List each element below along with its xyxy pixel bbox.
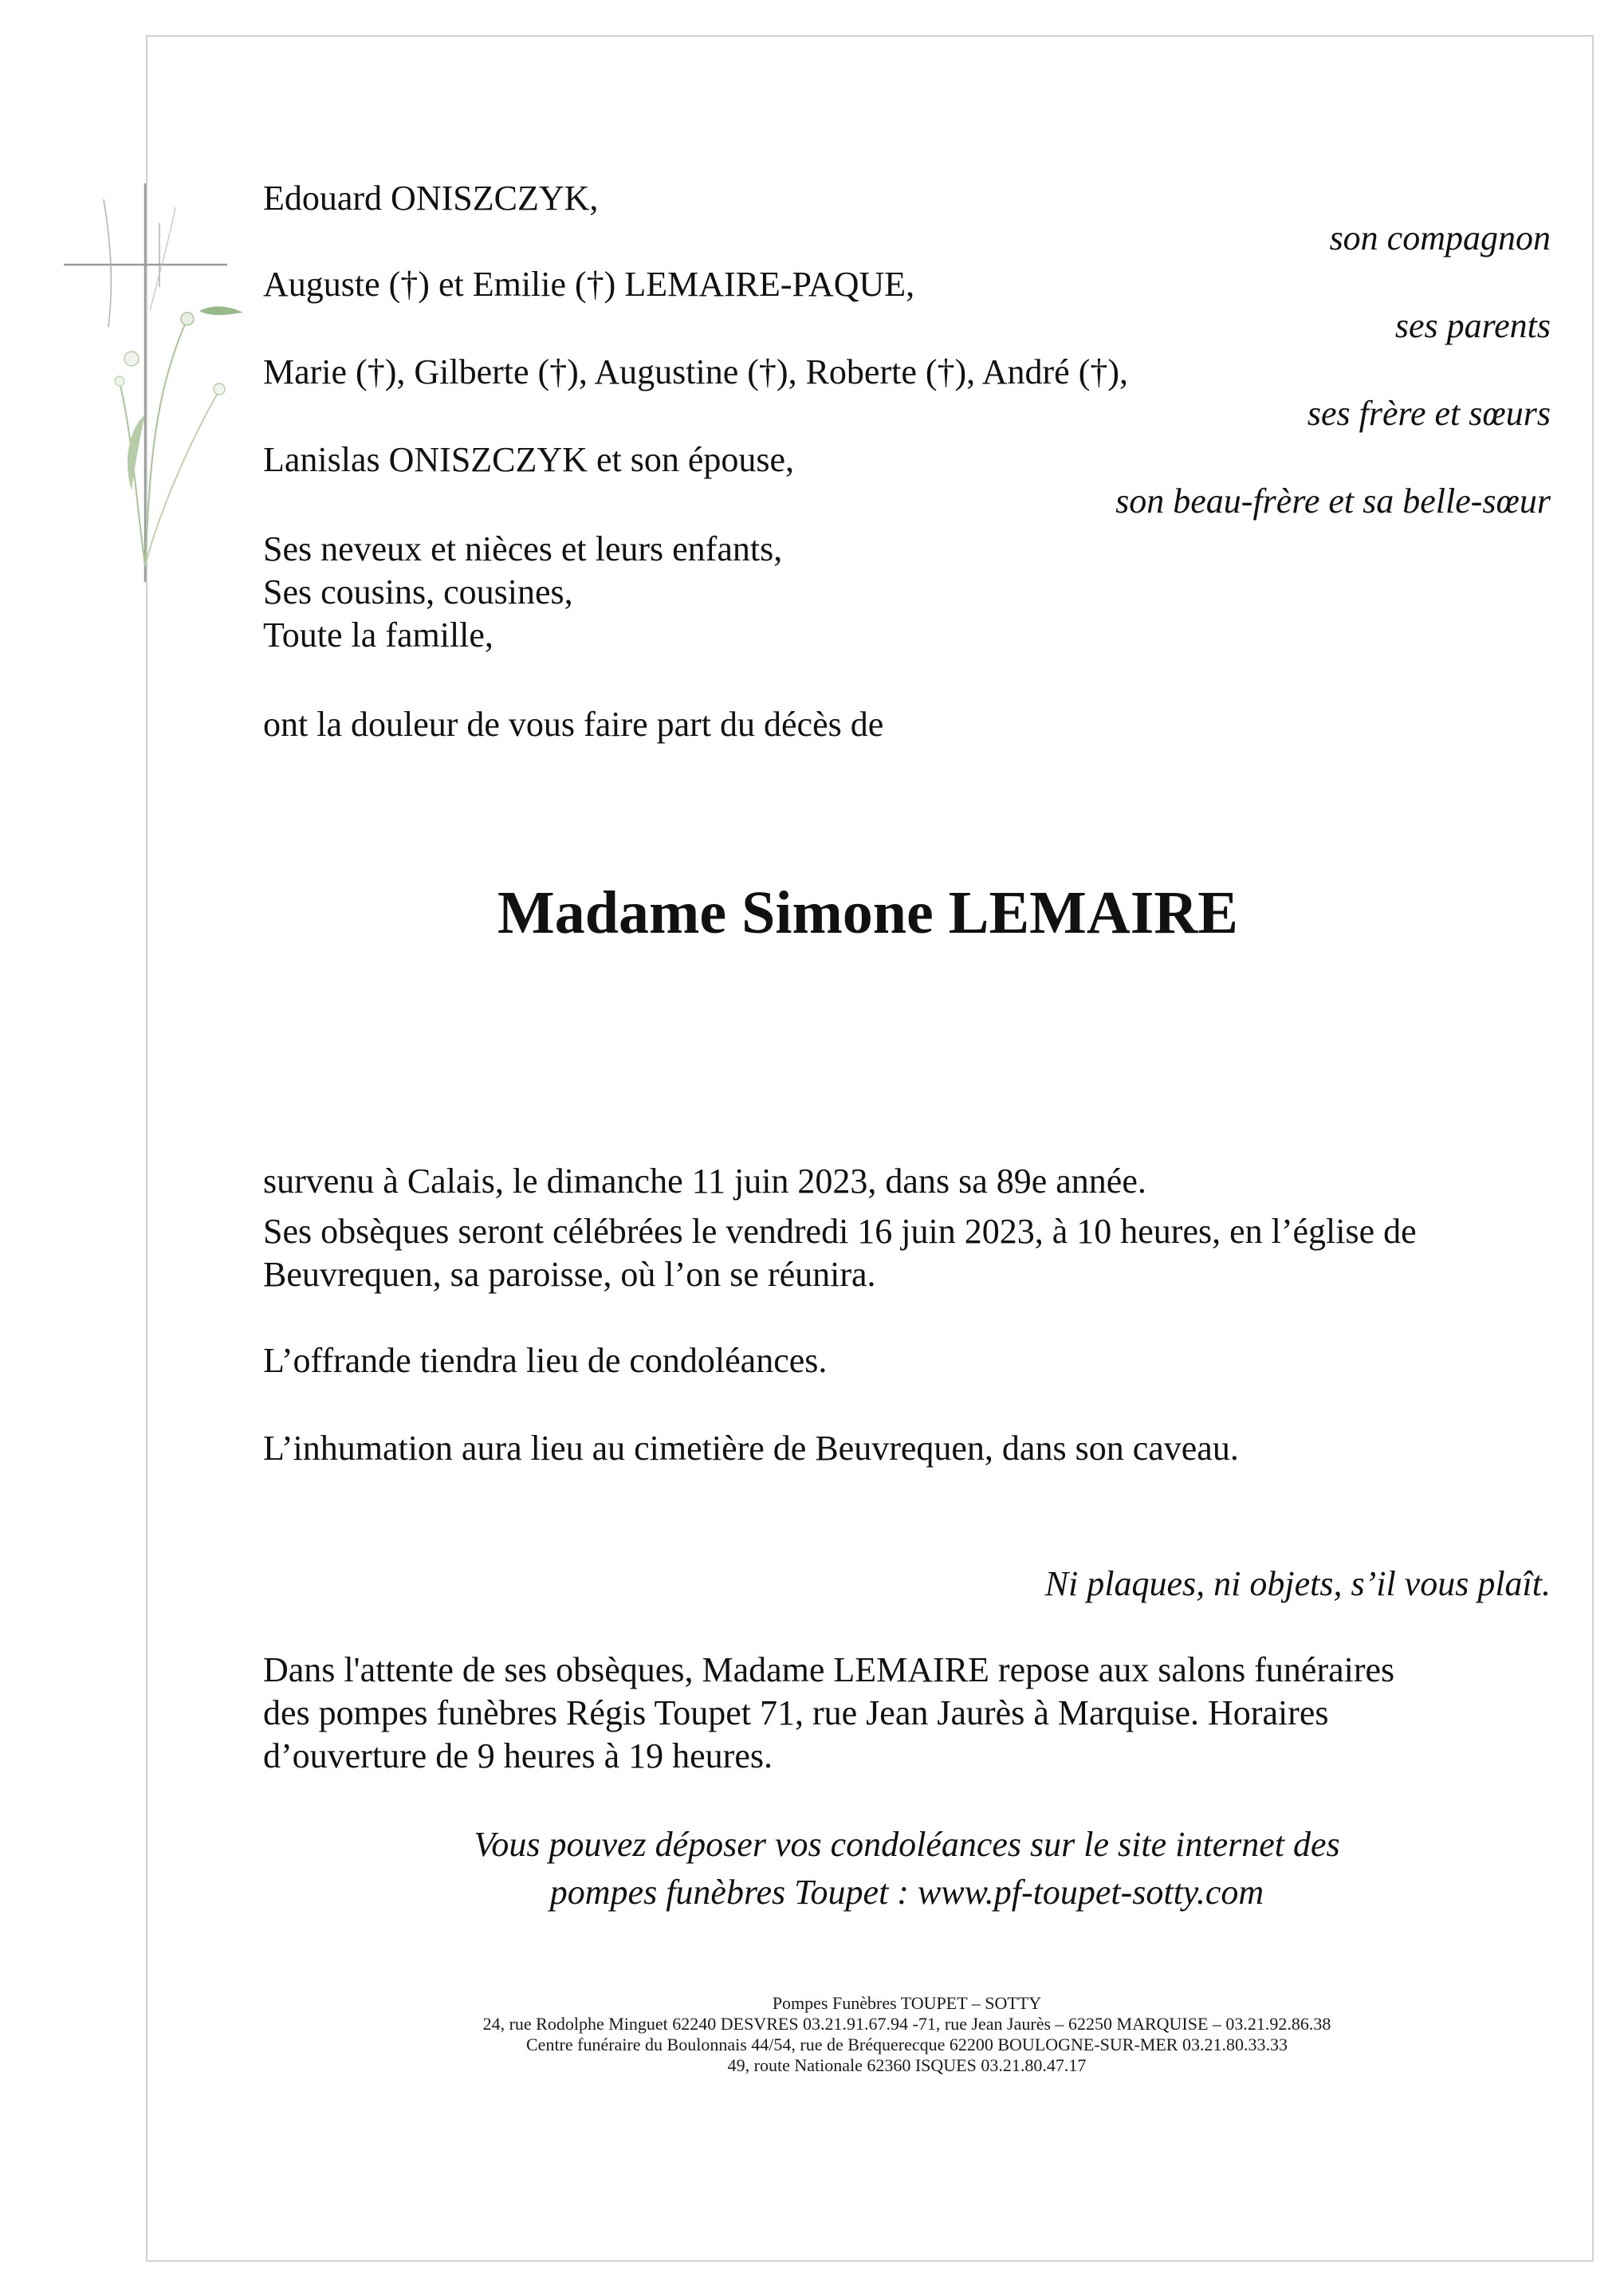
footer-line-4: 49, route Nationale 62360 ISQUES 03.21.80.47.17 (727, 2055, 1087, 2075)
family-role-1: son compagnon (1329, 218, 1551, 258)
family-line-3: Marie (†), Gilberte (†), Augustine (†), Roberte (†), André (†), (263, 352, 1129, 391)
body-paragraph-2-line-1: Ses obsèques seront célébrées le vendredi 16 juin 2023, à 10 heures, en l’église de (263, 1212, 1417, 1251)
closing-text (263, 1821, 1551, 1917)
family-line-6: Ses cousins, cousines, (263, 572, 573, 611)
family-line-5: Ses neveux et nièces et leurs enfants, (263, 529, 783, 568)
body-paragraph-1: survenu à Calais, le dimanche 11 juin 2023, dans sa 89e année. (263, 1162, 1146, 1201)
body-paragraph-5-line-1: Dans l'attente de ses obsèques, Madame LEMAIRE repose aux salons funéraires (263, 1650, 1395, 1689)
family-line-4: Lanislas ONISZCZYK et son épouse, (263, 440, 795, 479)
footer-line-2: 24, rue Rodolphe Minguet 62240 DESVRES 03.21.91.67.94 -71, rue Jean Jaurès – 62250 MARQUISE – 03.21.92.86.38 (482, 2014, 1331, 2034)
body-paragraph-4: L’inhumation aura lieu au cimetière de Beuvrequen, dans son caveau. (263, 1429, 1239, 1468)
body-note: Ni plaques, ni objets, s’il vous plaît. (1044, 1564, 1551, 1603)
family-line-2: Auguste (†) et Emilie (†) LEMAIRE-PAQUE, (263, 265, 915, 304)
announcement: ont la douleur de vous faire part du décès de (263, 705, 884, 744)
family-role-4: son beau-frère et sa belle-sœur (1115, 482, 1551, 521)
family-role-3: ses frère et sœurs (1307, 394, 1551, 433)
closing-line-1: Vous pouvez déposer vos condoléances sur le site internet des (474, 1825, 1340, 1864)
footer (263, 1993, 1551, 2076)
family-line-1: Edouard ONISZCZYK, (263, 179, 599, 218)
footer-line-1: Pompes Funèbres TOUPET – SOTTY (772, 1993, 1042, 2013)
deceased-name: Madame Simone LEMAIRE (497, 879, 1238, 946)
body-paragraph-3: L’offrande tiendra lieu de condoléances. (263, 1341, 828, 1380)
closing-line-2: pompes funèbres Toupet : www.pf-toupet-sotty.com (549, 1873, 1264, 1912)
body-paragraph-5-line-3: d’ouverture de 9 heures à 19 heures. (263, 1736, 773, 1775)
body-paragraph-2-line-2: Beuvrequen, sa paroisse, où l’on se réunira. (263, 1255, 876, 1294)
body-paragraph-5-line-2: des pompes funèbres Régis Toupet 71, rue Jean Jaurès à Marquise. Horaires (263, 1693, 1329, 1732)
cross-with-lilies-icon (56, 175, 247, 590)
family-line-7: Toute la famille, (263, 615, 493, 655)
family-role-2: ses parents (1394, 306, 1551, 345)
footer-line-3: Centre funéraire du Boulonnais 44/54, rue de Bréquerecque 62200 BOULOGNE-SUR-MER 03.21.80.33.33 (526, 2035, 1288, 2054)
